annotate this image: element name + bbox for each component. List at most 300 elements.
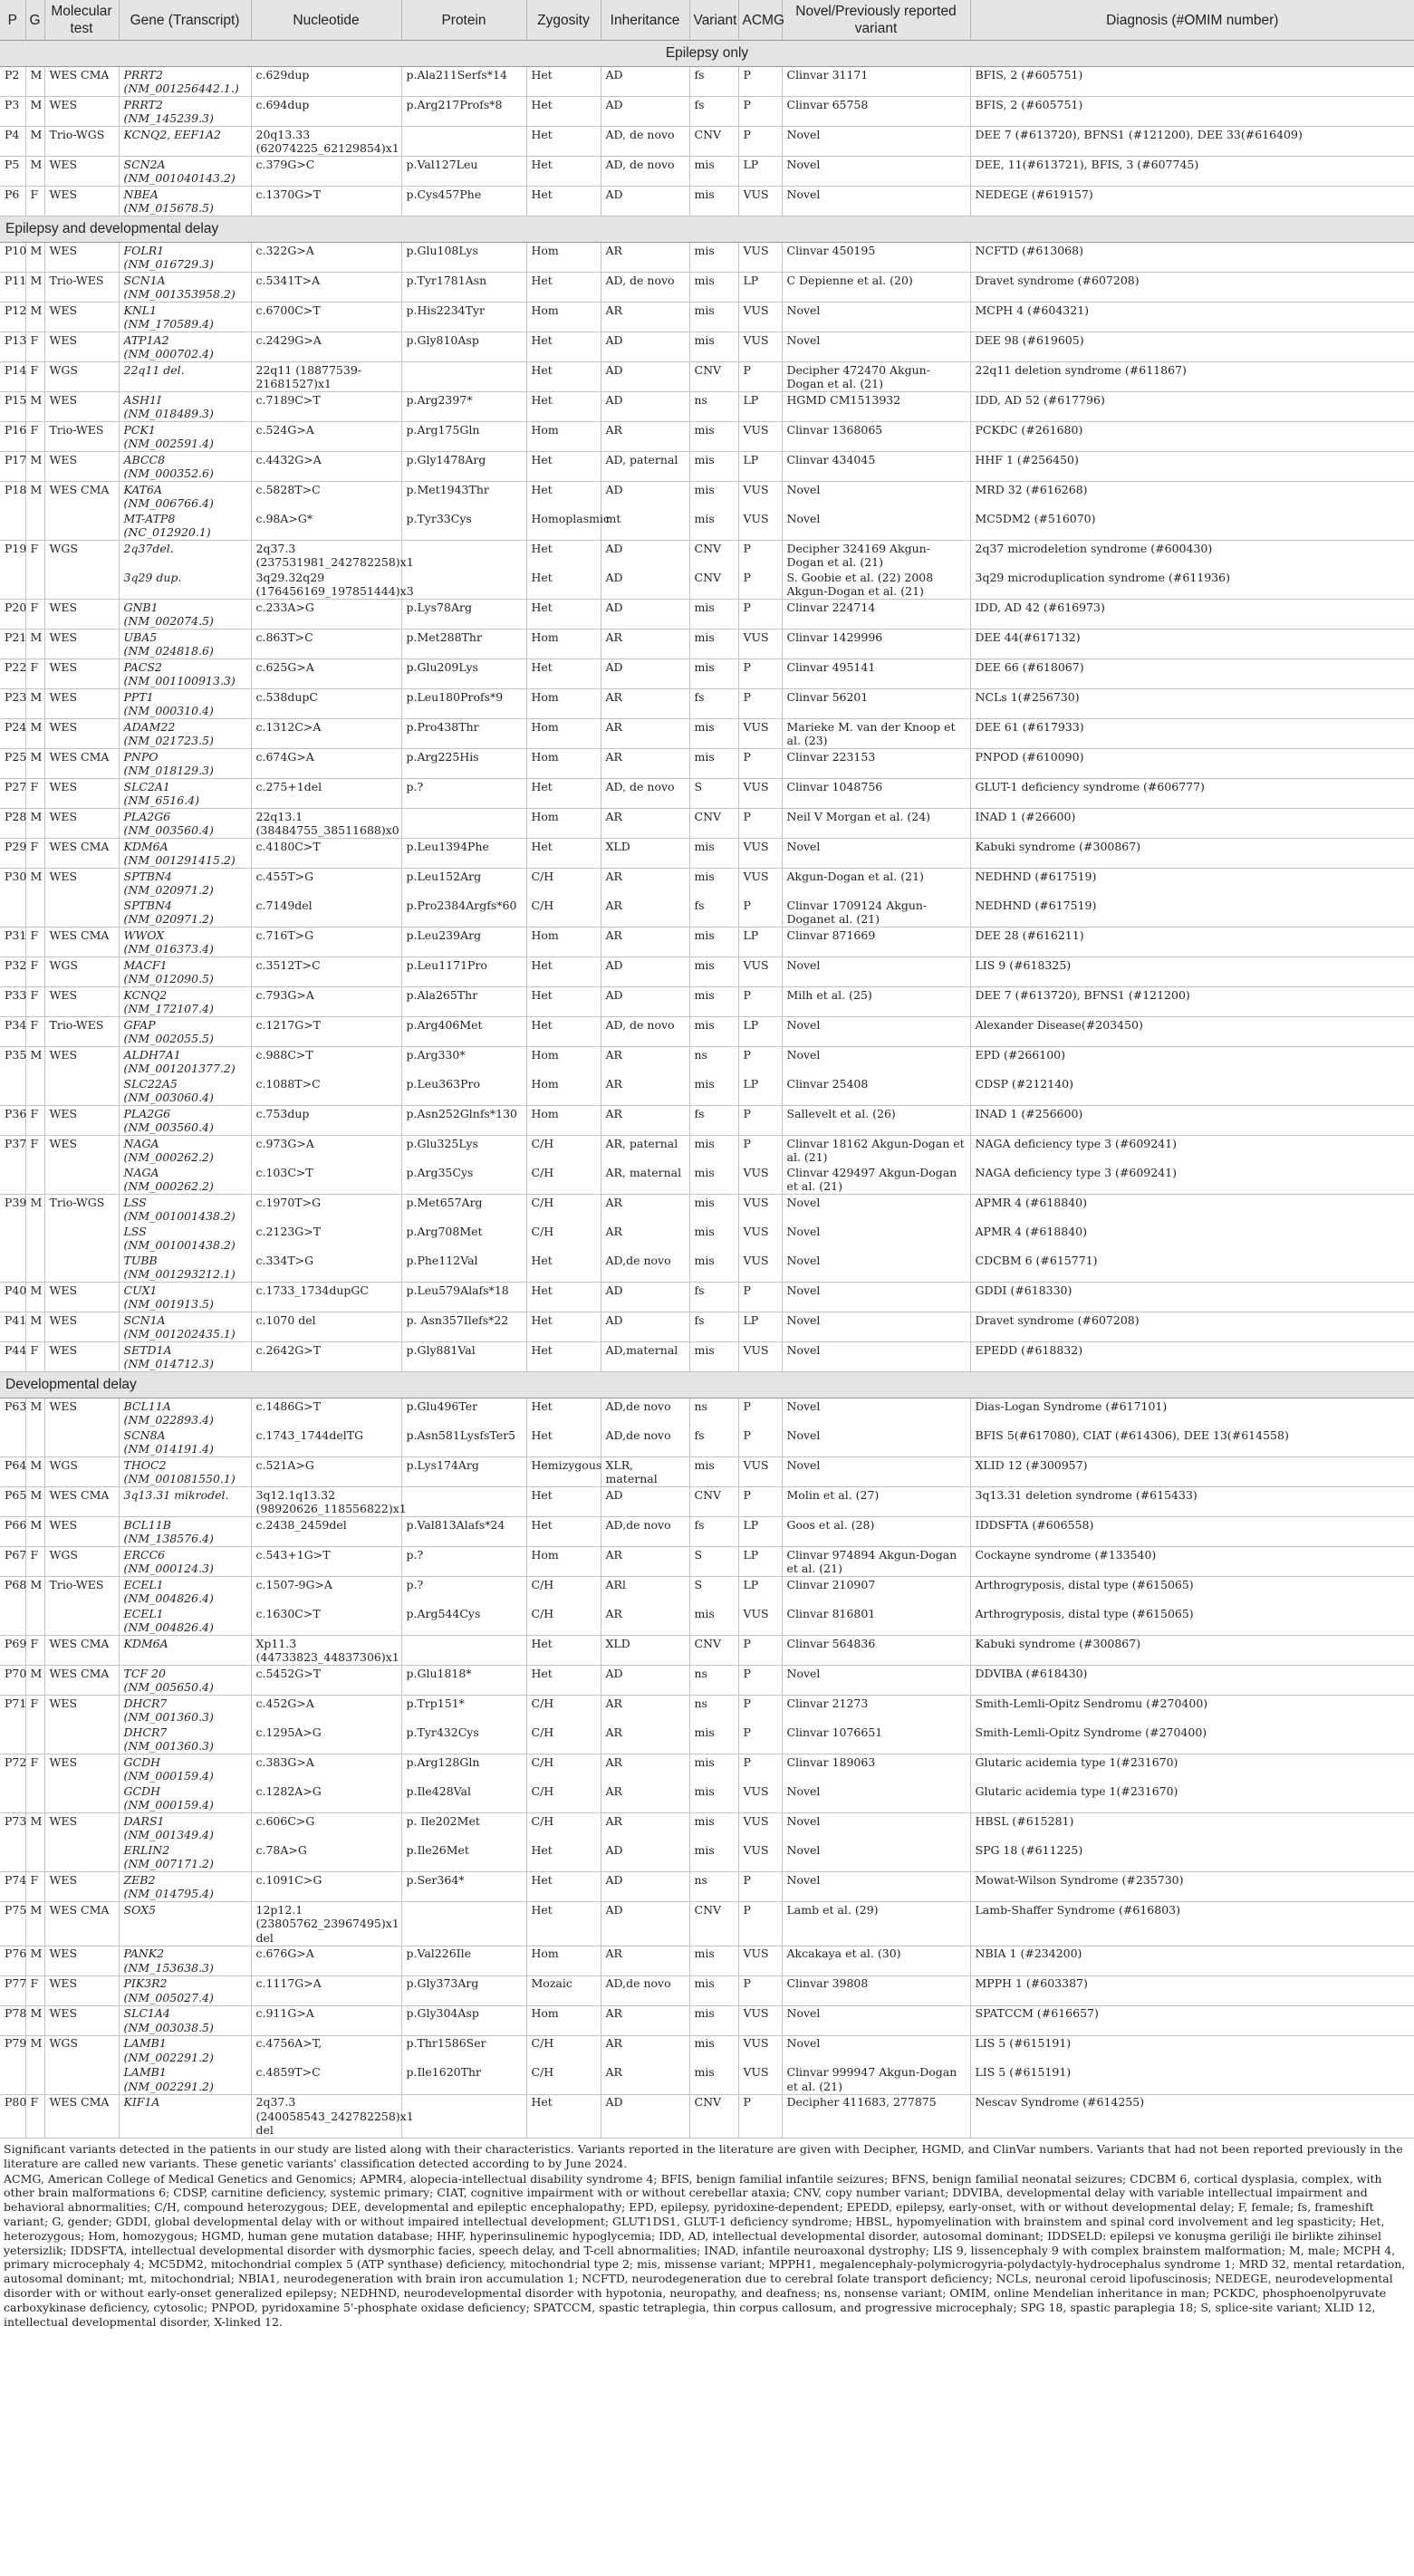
cell-zygosity: Het: [526, 452, 601, 482]
cell-nucleotide: c.538dupC: [251, 689, 401, 719]
cell-zygosity: C/H: [526, 1606, 601, 1636]
cell-gene-transcript: SLC2A1 (NM_6516.4): [119, 779, 251, 809]
cell-zygosity: Het: [526, 957, 601, 987]
header-acmg: ACMG: [738, 0, 782, 41]
cell-molecular-test: WES CMA: [44, 67, 119, 97]
cell-molecular-test: WES: [44, 452, 119, 482]
cell-zygosity: Het: [526, 1283, 601, 1312]
cell-patient-id: P20: [0, 600, 25, 630]
cell-gene-transcript: SOX5: [119, 1902, 251, 1946]
cell-nucleotide: c.1743_1744delTG: [251, 1427, 401, 1457]
cell-reported-variant: Clinvar 189063: [782, 1754, 970, 1784]
cell-diagnosis: CDSP (#212140): [970, 1076, 1414, 1106]
cell-gender: [25, 1165, 44, 1195]
cell-acmg-class: P: [738, 1725, 782, 1754]
table-row: [0, 1902, 1414, 1946]
cell-diagnosis: Kabuki syndrome (#300867): [970, 1636, 1414, 1666]
cell-variant-type: mis: [689, 511, 738, 541]
cell-diagnosis: XLID 12 (#300957): [970, 1457, 1414, 1487]
cell-patient-id: P11: [0, 273, 25, 303]
cell-variant-type: mis: [689, 303, 738, 332]
cell-reported-variant: Lamb et al. (29): [782, 1902, 970, 1946]
cell-molecular-test: [44, 1725, 119, 1754]
cell-inheritance: AR: [601, 303, 689, 332]
table-row: [0, 1076, 1414, 1106]
cell-molecular-test: [44, 898, 119, 928]
cell-molecular-test: WGS: [44, 362, 119, 392]
cell-protein-change: p.Ala211Serfs*14: [401, 67, 526, 97]
cell-gender: [25, 2065, 44, 2095]
cell-acmg-class: P: [738, 1754, 782, 1784]
cell-zygosity: Het: [526, 1666, 601, 1696]
cell-patient-id: P67: [0, 1547, 25, 1577]
cell-patient-id: P65: [0, 1487, 25, 1517]
cell-protein-change: p.Met1943Thr: [401, 482, 526, 512]
cell-reported-variant: Clinvar 223153: [782, 749, 970, 779]
table-row: [0, 1399, 1414, 1428]
cell-inheritance: AR: [601, 1547, 689, 1577]
cell-molecular-test: WES: [44, 1754, 119, 1784]
cell-nucleotide: c.1282A>G: [251, 1783, 401, 1813]
cell-diagnosis: Glutaric acidemia type 1(#231670): [970, 1783, 1414, 1813]
cell-gender: M: [25, 1666, 44, 1696]
cell-protein-change: [401, 362, 526, 392]
cell-acmg-class: VUS: [738, 1195, 782, 1225]
cell-diagnosis: GDDI (#618330): [970, 1283, 1414, 1312]
cell-protein-change: p.Gly304Asp: [401, 2005, 526, 2035]
cell-inheritance: AR: [601, 1047, 689, 1077]
cell-nucleotide: c.275+1del: [251, 779, 401, 809]
cell-reported-variant: Novel: [782, 1427, 970, 1457]
cell-acmg-class: P: [738, 1487, 782, 1517]
cell-gender: M: [25, 1283, 44, 1312]
cell-patient-id: P80: [0, 2094, 25, 2139]
cell-protein-change: p.Arg217Profs*8: [401, 97, 526, 127]
cell-zygosity: Hom: [526, 1946, 601, 1975]
cell-patient-id: P41: [0, 1312, 25, 1342]
cell-protein-change: p.Gly810Asp: [401, 332, 526, 362]
header-diagnosis: Diagnosis (#OMIM number): [970, 0, 1414, 41]
cell-protein-change: p.Arg35Cys: [401, 1165, 526, 1195]
cell-inheritance: AR: [601, 630, 689, 659]
cell-inheritance: AD: [601, 97, 689, 127]
section-title: Epilepsy and developmental delay: [0, 216, 1414, 243]
cell-acmg-class: P: [738, 1902, 782, 1946]
cell-inheritance: AD,de novo: [601, 1975, 689, 2005]
cell-nucleotide: 12p12.1 (23805762_23967495)x1 del: [251, 1902, 401, 1946]
cell-variant-type: fs: [689, 898, 738, 928]
table-row: [0, 482, 1414, 512]
cell-gene-transcript: DHCR7 (NM_001360.3): [119, 1696, 251, 1725]
cell-patient-id: P16: [0, 422, 25, 452]
cell-gene-transcript: DHCR7 (NM_001360.3): [119, 1725, 251, 1754]
cell-gene-transcript: PRRT2 (NM_001256442.1.): [119, 67, 251, 97]
cell-reported-variant: HGMD CM1513932: [782, 392, 970, 422]
table-row: [0, 689, 1414, 719]
cell-molecular-test: WES CMA: [44, 482, 119, 512]
cell-reported-variant: Novel: [782, 1224, 970, 1253]
cell-diagnosis: DEE, 11(#613721), BFIS, 3 (#607745): [970, 157, 1414, 187]
cell-acmg-class: P: [738, 541, 782, 571]
cell-protein-change: p.Arg544Cys: [401, 1606, 526, 1636]
cell-protein-change: p.Lys174Arg: [401, 1457, 526, 1487]
cell-molecular-test: WES: [44, 1975, 119, 2005]
cell-inheritance: mt: [601, 511, 689, 541]
cell-gene-transcript: THOC2 (NM_001081550.1): [119, 1457, 251, 1487]
cell-gene-transcript: ABCC8 (NM_000352.6): [119, 452, 251, 482]
cell-acmg-class: VUS: [738, 1224, 782, 1253]
cell-nucleotide: c.2642G>T: [251, 1342, 401, 1372]
cell-gene-transcript: MT-ATP8 (NC_012920.1): [119, 511, 251, 541]
cell-inheritance: AR: [601, 869, 689, 899]
cell-variant-type: mis: [689, 928, 738, 957]
cell-protein-change: [401, 541, 526, 571]
cell-protein-change: [401, 1487, 526, 1517]
cell-reported-variant: Clinvar 25408: [782, 1076, 970, 1106]
cell-nucleotide: c.3512T>C: [251, 957, 401, 987]
cell-zygosity: Homoplasmic: [526, 511, 601, 541]
cell-acmg-class: VUS: [738, 630, 782, 659]
cell-patient-id: P77: [0, 1975, 25, 2005]
cell-acmg-class: VUS: [738, 1457, 782, 1487]
table-row: [0, 869, 1414, 899]
table-row: [0, 243, 1414, 273]
cell-reported-variant: Novel: [782, 1195, 970, 1225]
cell-reported-variant: Novel: [782, 1253, 970, 1283]
cell-reported-variant: Clinvar 495141: [782, 659, 970, 689]
cell-molecular-test: WES CMA: [44, 928, 119, 957]
cell-nucleotide: c.2438_2459del: [251, 1517, 401, 1547]
cell-variant-type: mis: [689, 1813, 738, 1843]
cell-patient-id: [0, 1842, 25, 1872]
cell-nucleotide: c.863T>C: [251, 630, 401, 659]
cell-nucleotide: c.1070 del: [251, 1312, 401, 1342]
cell-protein-change: p.Ile1620Thr: [401, 2065, 526, 2095]
cell-diagnosis: 3q29 microduplication syndrome (#611936): [970, 570, 1414, 600]
cell-molecular-test: WES: [44, 97, 119, 127]
cell-molecular-test: WES: [44, 243, 119, 273]
cell-nucleotide: c.1630C>T: [251, 1606, 401, 1636]
cell-protein-change: p.Ser364*: [401, 1872, 526, 1902]
cell-diagnosis: Dravet syndrome (#607208): [970, 273, 1414, 303]
cell-protein-change: p.Leu363Pro: [401, 1076, 526, 1106]
cell-patient-id: P40: [0, 1283, 25, 1312]
cell-patient-id: [0, 1076, 25, 1106]
cell-nucleotide: c.1091C>G: [251, 1872, 401, 1902]
cell-diagnosis: Glutaric acidemia type 1(#231670): [970, 1754, 1414, 1784]
cell-reported-variant: Novel: [782, 1457, 970, 1487]
cell-molecular-test: WES: [44, 1517, 119, 1547]
cell-zygosity: Hom: [526, 689, 601, 719]
cell-molecular-test: WES: [44, 630, 119, 659]
cell-protein-change: p.His2234Tyr: [401, 303, 526, 332]
cell-patient-id: P12: [0, 303, 25, 332]
cell-acmg-class: VUS: [738, 332, 782, 362]
cell-acmg-class: P: [738, 1975, 782, 2005]
cell-nucleotide: c.2429G>A: [251, 332, 401, 362]
cell-reported-variant: Clinvar 564836: [782, 1636, 970, 1666]
cell-patient-id: P28: [0, 809, 25, 839]
cell-variant-type: CNV: [689, 2094, 738, 2139]
cell-protein-change: p. Asn357Ilefs*22: [401, 1312, 526, 1342]
cell-reported-variant: Clinvar 999947 Akgun-Dogan et al. (21): [782, 2065, 970, 2095]
header-variant: Variant: [689, 0, 738, 41]
cell-zygosity: Hom: [526, 243, 601, 273]
cell-gender: M: [25, 1312, 44, 1342]
table-row: [0, 1725, 1414, 1754]
header-nucleotide: Nucleotide: [251, 0, 401, 41]
cell-acmg-class: VUS: [738, 303, 782, 332]
cell-inheritance: AR: [601, 1076, 689, 1106]
cell-nucleotide: c.455T>G: [251, 869, 401, 899]
cell-patient-id: P18: [5, 482, 27, 496]
cell-nucleotide: c.543+1G>T: [251, 1547, 401, 1577]
cell-gender: F: [25, 362, 44, 392]
cell-protein-change: p.Asn252Glnfs*130: [401, 1106, 526, 1136]
cell-inheritance: AR: [601, 2065, 689, 2095]
section-title: Developmental delay: [0, 1372, 1414, 1399]
cell-molecular-test: WES: [44, 1106, 119, 1136]
cell-zygosity: C/H: [526, 1696, 601, 1725]
cell-gene-transcript: PLA2G6 (NM_003560.4): [119, 809, 251, 839]
cell-gene-transcript: LSS (NM_001001438.2): [119, 1224, 251, 1253]
cell-reported-variant: Sallevelt et al. (26): [782, 1106, 970, 1136]
cell-variant-type: mis: [689, 1754, 738, 1784]
cell-molecular-test: WES: [44, 1399, 119, 1428]
cell-gene-transcript: PLA2G6 (NM_003560.4): [119, 1106, 251, 1136]
cell-molecular-test: WES CMA: [44, 1636, 119, 1666]
table-row: [0, 779, 1414, 809]
header-g: G: [25, 0, 44, 41]
cell-inheritance: XLD: [601, 1636, 689, 1666]
cell-patient-id: P23: [0, 689, 25, 719]
cell-diagnosis: BFIS, 2 (#605751): [970, 97, 1414, 127]
cell-nucleotide: 22q11 (18877539-21681527)x1: [251, 362, 401, 392]
cell-gender: F: [25, 422, 44, 452]
cell-molecular-test: WES: [44, 1312, 119, 1342]
cell-zygosity: Het: [526, 1342, 601, 1372]
cell-diagnosis: IDD, AD 52 (#617796): [970, 392, 1414, 422]
table-row: [0, 511, 1414, 541]
cell-inheritance: ARl: [601, 1577, 689, 1607]
cell-variant-type: mis: [689, 1165, 738, 1195]
cell-patient-id: P25: [0, 749, 25, 779]
cell-zygosity: C/H: [526, 1577, 601, 1607]
table-row: [0, 1017, 1414, 1047]
cell-inheritance: XLR, maternal: [601, 1457, 689, 1487]
cell-reported-variant: Marieke M. van der Knoop et al. (23): [782, 719, 970, 749]
cell-patient-id: P5: [0, 157, 25, 187]
table-row: [0, 1606, 1414, 1636]
cell-diagnosis: MCPH 4 (#604321): [970, 303, 1414, 332]
cell-inheritance: AD: [601, 2094, 689, 2139]
cell-acmg-class: LP: [738, 1017, 782, 1047]
cell-molecular-test: WES: [44, 659, 119, 689]
cell-protein-change: p.Met288Thr: [401, 630, 526, 659]
cell-zygosity: Hom: [526, 303, 601, 332]
cell-gender: F: [25, 1754, 44, 1784]
cell-variant-type: mis: [689, 719, 738, 749]
cell-gender: [25, 570, 44, 600]
cell-patient-id: [0, 1783, 25, 1813]
cell-gender: M: [25, 2035, 44, 2065]
cell-gender: F: [25, 1975, 44, 2005]
cell-nucleotide: c.524G>A: [251, 422, 401, 452]
cell-patient-id: [0, 570, 25, 600]
cell-patient-id: P78: [0, 2005, 25, 2035]
cell-nucleotide: c.676G>A: [251, 1946, 401, 1975]
cell-zygosity: Hom: [526, 2005, 601, 2035]
cell-inheritance: AR: [601, 1783, 689, 1813]
table-row: [0, 987, 1414, 1017]
cell-gene-transcript: LAMB1 (NM_002291.2): [119, 2035, 251, 2065]
cell-acmg-class: VUS: [738, 422, 782, 452]
cell-inheritance: AR: [601, 1106, 689, 1136]
cell-patient-id: P64: [0, 1457, 25, 1487]
cell-diagnosis: PNPOD (#610090): [970, 749, 1414, 779]
cell-variant-type: mis: [689, 482, 738, 512]
cell-inheritance: AD, de novo: [601, 127, 689, 157]
cell-acmg-class: P: [738, 1666, 782, 1696]
cell-acmg-class: VUS: [738, 1783, 782, 1813]
cell-inheritance: AR: [601, 809, 689, 839]
cell-gene-transcript: SPTBN4 (NM_020971.2): [119, 898, 251, 928]
cell-molecular-test: WES: [44, 187, 119, 216]
cell-acmg-class: VUS: [738, 1946, 782, 1975]
cell-molecular-test: WES: [44, 1283, 119, 1312]
cell-nucleotide: c.7189C>T: [251, 392, 401, 422]
cell-acmg-class: P: [738, 1427, 782, 1457]
cell-gene-transcript: CUX1 (NM_001913.5): [119, 1283, 251, 1312]
cell-inheritance: AD: [601, 362, 689, 392]
cell-protein-change: p.Pro438Thr: [401, 719, 526, 749]
cell-molecular-test: WES: [44, 2005, 119, 2035]
cell-variant-type: mis: [689, 273, 738, 303]
cell-inheritance: AD: [601, 1872, 689, 1902]
cell-reported-variant: Novel: [782, 1342, 970, 1372]
cell-inheritance: AR, maternal: [601, 1165, 689, 1195]
cell-nucleotide: 2q37.3 (240058543_242782258)x1 del: [251, 2094, 401, 2139]
cell-gender: F: [25, 1872, 44, 1902]
cell-molecular-test: [44, 1076, 119, 1106]
cell-zygosity: Het: [526, 1017, 601, 1047]
cell-diagnosis: LIS 5 (#615191): [970, 2065, 1414, 2095]
cell-reported-variant: Novel: [782, 2005, 970, 2035]
cell-protein-change: p.Pro2384Argfs*60: [401, 898, 526, 928]
cell-reported-variant: Decipher 472470 Akgun-Dogan et al. (21): [782, 362, 970, 392]
header-p: P: [0, 0, 25, 41]
cell-gene-transcript: 22q11 del.: [119, 362, 251, 392]
cell-protein-change: p.Met657Arg: [401, 1195, 526, 1225]
cell-diagnosis: APMR 4 (#618840): [970, 1195, 1414, 1225]
cell-reported-variant: Neil V Morgan et al. (24): [782, 809, 970, 839]
cell-protein-change: p.Leu1171Pro: [401, 957, 526, 987]
section-header-row: [0, 1372, 1414, 1399]
cell-gender: M: [25, 1517, 44, 1547]
cell-nucleotide: c.793G>A: [251, 987, 401, 1017]
cell-acmg-class: LP: [738, 392, 782, 422]
table-row: [0, 1224, 1414, 1253]
cell-patient-id: P27: [0, 779, 25, 809]
cell-molecular-test: WGS: [44, 957, 119, 987]
cell-patient-id: P17: [0, 452, 25, 482]
cell-inheritance: AR: [601, 2005, 689, 2035]
cell-nucleotide: c.973G>A: [251, 1136, 401, 1166]
cell-inheritance: XLD: [601, 839, 689, 869]
cell-acmg-class: P: [738, 1399, 782, 1428]
cell-diagnosis: Smith-Lemli-Opitz Sendromu (#270400): [970, 1696, 1414, 1725]
cell-molecular-test: WES CMA: [44, 1666, 119, 1696]
cell-molecular-test: WES: [44, 600, 119, 630]
cell-diagnosis: 3q13.31 deletion syndrome (#615433): [970, 1487, 1414, 1517]
cell-gene-transcript: KIF1A: [119, 2094, 251, 2139]
cell-gender: F: [25, 1106, 44, 1136]
cell-nucleotide: c.452G>A: [251, 1696, 401, 1725]
cell-protein-change: p.Glu496Ter: [401, 1399, 526, 1428]
cell-acmg-class: LP: [738, 157, 782, 187]
cell-patient-id: P63: [5, 1399, 27, 1413]
cell-acmg-class: VUS: [738, 719, 782, 749]
cell-inheritance: AD: [601, 1666, 689, 1696]
cell-zygosity: Het: [526, 392, 601, 422]
cell-reported-variant: Novel: [782, 1872, 970, 1902]
cell-acmg-class: VUS: [738, 2035, 782, 2065]
cell-variant-type: ns: [689, 1399, 738, 1428]
cell-gene-transcript: SETD1A (NM_014712.3): [119, 1342, 251, 1372]
cell-variant-type: mis: [689, 1783, 738, 1813]
cell-gender: [25, 1076, 44, 1106]
cell-diagnosis: NAGA deficiency type 3 (#609241): [970, 1136, 1414, 1166]
cell-zygosity: Het: [526, 1253, 601, 1283]
table-row: [0, 1312, 1414, 1342]
cell-variant-type: mis: [689, 1076, 738, 1106]
cell-acmg-class: VUS: [738, 779, 782, 809]
cell-variant-type: mis: [689, 1253, 738, 1283]
cell-molecular-test: WES: [44, 869, 119, 899]
cell-gene-transcript: NBEA (NM_015678.5): [119, 187, 251, 216]
cell-variant-type: fs: [689, 1312, 738, 1342]
cell-reported-variant: Clinvar 21273: [782, 1696, 970, 1725]
header-gene: Gene (Transcript): [119, 0, 251, 41]
cell-patient-id: [0, 898, 25, 928]
cell-nucleotide: c.233A>G: [251, 600, 401, 630]
cell-gene-transcript: TCF 20 (NM_005650.4): [119, 1666, 251, 1696]
cell-gender: M: [25, 67, 44, 97]
cell-reported-variant: Clinvar 1048756: [782, 779, 970, 809]
cell-molecular-test: WES: [44, 1696, 119, 1725]
cell-nucleotide: c.6700C>T: [251, 303, 401, 332]
cell-nucleotide: c.988C>T: [251, 1047, 401, 1077]
cell-acmg-class: VUS: [738, 243, 782, 273]
cell-inheritance: AR: [601, 1224, 689, 1253]
cell-variant-type: mis: [689, 2005, 738, 2035]
cell-inheritance: AD: [601, 1842, 689, 1872]
cell-zygosity: Hom: [526, 719, 601, 749]
cell-gender: M: [25, 719, 44, 749]
cell-gender: M: [25, 689, 44, 719]
cell-zygosity: Het: [526, 2094, 601, 2139]
table-row: [0, 957, 1414, 987]
cell-variant-type: ns: [689, 1696, 738, 1725]
cell-molecular-test: WES: [44, 303, 119, 332]
cell-acmg-class: P: [738, 987, 782, 1017]
cell-protein-change: p.Gly881Val: [401, 1342, 526, 1372]
cell-protein-change: p.Arg406Met: [401, 1017, 526, 1047]
cell-diagnosis: DEE 98 (#619605): [970, 332, 1414, 362]
cell-acmg-class: VUS: [738, 482, 782, 512]
cell-zygosity: Hom: [526, 1547, 601, 1577]
cell-protein-change: p.Leu152Arg: [401, 869, 526, 899]
